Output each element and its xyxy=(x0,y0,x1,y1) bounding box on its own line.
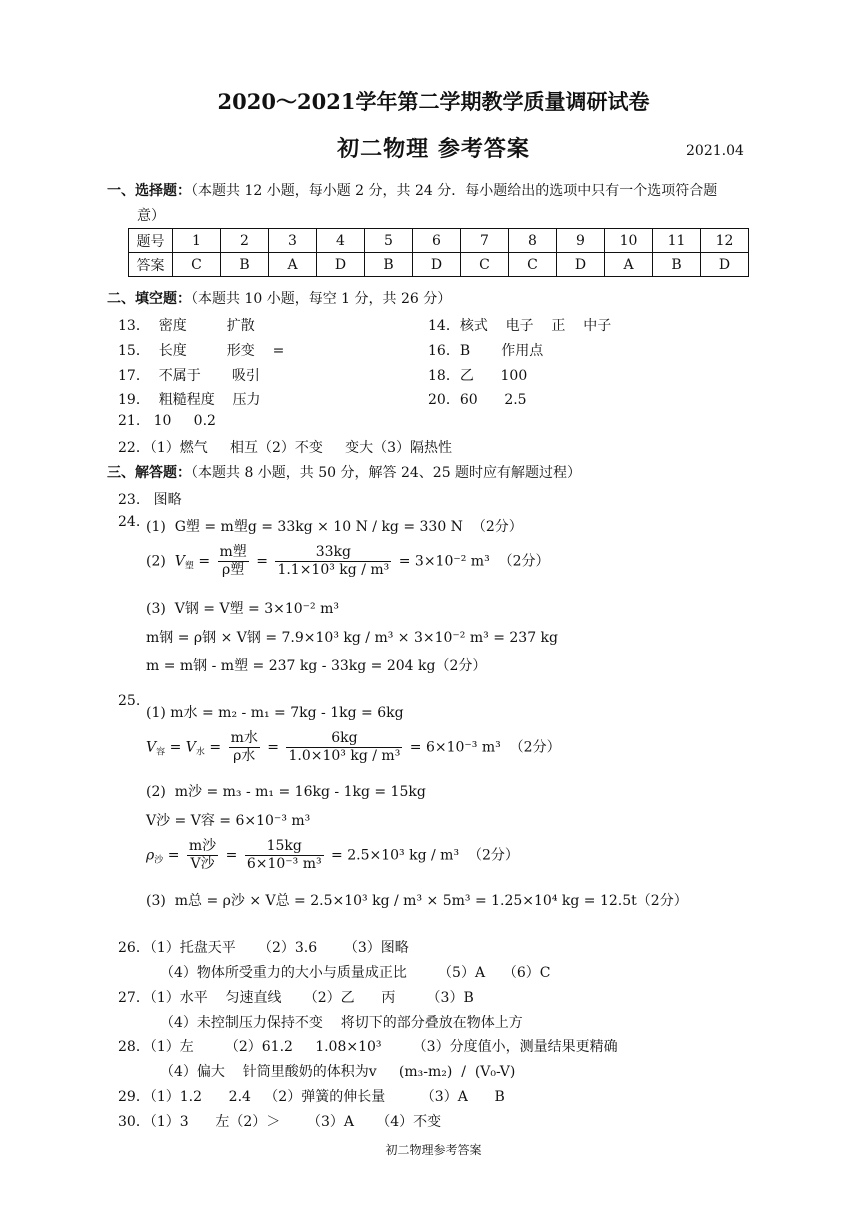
table-cell: C xyxy=(509,253,557,277)
fraction xyxy=(218,544,249,579)
table-cell: 3 xyxy=(269,229,317,253)
table-cell: D xyxy=(701,253,749,277)
numerator: 33kg xyxy=(275,544,391,562)
table-cell: B xyxy=(653,253,701,277)
result: 6×10⁻³ m³ xyxy=(425,739,501,756)
table-cell: 2 xyxy=(221,229,269,253)
q25-line1: (1) m水 = m₂ - m₁ = 7kg - 1kg = 6kg xyxy=(146,705,404,721)
table-cell: 1 xyxy=(173,229,221,253)
answer-26-line2: （4）物体所受重力的大小与质量成正比 （5）A （6）C xyxy=(160,965,551,981)
section1-note-cont: 意） xyxy=(137,208,165,224)
table-cell: B xyxy=(221,253,269,277)
table-cell: 10 xyxy=(605,229,653,253)
q24-formula3: V钢 = V塑 = 3×10⁻² m³ xyxy=(174,601,340,617)
q25-formula6: m总 = ρ沙 × V总 = 2.5×10³ kg / m³ × 5m³ = 1.25×10⁴ kg = 12.5t xyxy=(174,893,637,909)
fill-item-22: 22．（1）燃气 相互（2）不变 变大（3）隔热性 xyxy=(118,440,453,456)
numerator: 6kg xyxy=(286,730,402,748)
q24-line5 xyxy=(146,655,486,675)
fill-item-15: 15． 长度 形变 = xyxy=(118,343,285,359)
denominator: 6×10⁻³ m³ xyxy=(246,856,322,872)
fraction xyxy=(286,730,402,765)
denominator: V沙 xyxy=(190,856,215,872)
fill-item-20: 20．60 2.5 xyxy=(428,392,527,408)
numerator: m塑 xyxy=(219,544,247,560)
table-cell: 6 xyxy=(413,229,461,253)
section1-heading: 一、选择题： xyxy=(107,183,191,199)
fraction xyxy=(275,544,391,579)
table-cell: 8 xyxy=(509,229,557,253)
q25-line6: (3) m总 = ρ沙 × V总 = 2.5×10³ kg / m³ × 5m³ = 1.25×10⁴ kg = 12.5t（2分） xyxy=(146,893,688,909)
q25-number: 25. xyxy=(118,693,141,709)
table-cell: D xyxy=(413,253,461,277)
score-label: （2分） xyxy=(509,739,561,756)
table-row-numbers xyxy=(129,229,749,253)
table-cell: C xyxy=(461,253,509,277)
denominator: 1.1×10³ kg / m³ xyxy=(277,562,390,578)
table-row-label: 题号 xyxy=(129,229,173,253)
exam-title: 2020～2021学年第二学期教学质量调研试卷 xyxy=(217,89,650,114)
table-cell: 9 xyxy=(557,229,605,253)
section2-header xyxy=(107,288,451,308)
table-cell: A xyxy=(605,253,653,277)
table-cell: 7 xyxy=(461,229,509,253)
score-label: （2分） xyxy=(435,658,487,674)
q24-line2: (2) $V_塑$ = $\frac{\text{m塑}}{\text{ρ塑}}$ = $\frac{33kg}{\text{1.1×10³ kg / m³}}$ = 3×10⁻² m³ （2分） xyxy=(146,544,550,578)
fill-item-16: 16．B 作用点 xyxy=(428,343,544,359)
section3-note: （本题共 8 小题，共 50 分，解答 24、25 题时应有解题过程） xyxy=(191,465,582,481)
q25-line5: $\rho_沙$ = $\frac{\text{m沙}}{\text{V沙}}$ = $\frac{15kg}{\text{6×10⁻³ m³}}$ = 2.5×10³ kg / m³ （2分） xyxy=(146,838,519,872)
table-cell: 4 xyxy=(317,229,365,253)
q24-number: 24. xyxy=(118,514,141,530)
score-label: （2分） xyxy=(471,519,523,535)
fraction xyxy=(187,838,218,873)
fill-item-18: 18．乙 100 xyxy=(428,368,528,384)
section2-note: （本题共 10 小题，每空 1 分，共 26 分） xyxy=(191,291,452,307)
q24-formula1: G塑 = m塑g = 33kg × 10 N / kg = 330 N xyxy=(174,519,463,535)
numerator: m沙 xyxy=(188,838,217,854)
result: 2.5×10³ kg / m³ xyxy=(347,847,460,864)
answer-27-line2: （4）未控制压力保持不变 将切下的部分叠放在物体上方 xyxy=(160,1015,523,1031)
denominator: ρ塑 xyxy=(222,562,245,578)
section3-header xyxy=(107,462,581,482)
answer-29: 29．（1）1.2 2.4 （2）弹簧的伸长量 （3）A B xyxy=(118,1089,505,1105)
denominator: 1.0×10³ kg / m³ xyxy=(288,748,401,764)
section1-note: （本题共 12 小题，每小题 2 分，共 24 分．每小题给出的选项中只有一个选项符合题 xyxy=(191,183,718,199)
fill-item-14: 14．核式 电子 正 中子 xyxy=(428,318,612,334)
q24-line3: (3) V钢 = V塑 = 3×10⁻² m³ xyxy=(146,601,340,617)
fill-item-21: 21. 10 0.2 xyxy=(118,413,216,429)
score-label: （2分） xyxy=(467,847,519,864)
answer-27-line1: 27．（1）水平 匀速直线 （2）乙 丙 （3）B xyxy=(118,990,474,1006)
score-label: （2分） xyxy=(498,553,550,570)
table-cell: A xyxy=(269,253,317,277)
table-row-label: 答案 xyxy=(129,253,173,277)
q24-line4: m钢 = ρ钢 × V钢 = 7.9×10³ kg / m³ × 3×10⁻² m³ = 237 kg xyxy=(146,630,559,646)
q25-line3: (2) m沙 = m₃ - m₁ = 16kg - 1kg = 15kg xyxy=(146,784,426,800)
table-cell: B xyxy=(365,253,413,277)
choice-answer-table xyxy=(128,228,749,277)
table-cell: 12 xyxy=(701,229,749,253)
result: 3×10⁻² m³ xyxy=(414,553,490,570)
table-cell: 5 xyxy=(365,229,413,253)
fraction xyxy=(245,838,324,873)
fill-item-17: 17． 不属于 吸引 xyxy=(118,368,260,384)
q24-line1: (1) G塑 = m塑g = 33kg × 10 N / kg = 330 N （2分） xyxy=(146,519,523,535)
table-cell: C xyxy=(173,253,221,277)
page-subtitle: 初二物理 参考答案 xyxy=(337,136,530,162)
section3-heading: 三、解答题： xyxy=(107,465,191,481)
table-cell: D xyxy=(317,253,365,277)
table-row-answers xyxy=(129,253,749,277)
answer-23: 23. 图略 xyxy=(118,492,182,508)
exam-date: 2021.04 xyxy=(686,143,744,159)
q25-formula1: m水 = m₂ - m₁ = 7kg - 1kg = 6kg xyxy=(170,705,404,721)
numerator: m水 xyxy=(230,730,258,746)
answer-30: 30．（1）3 左（2）＞ （3）A （4）不变 xyxy=(118,1114,442,1130)
q25-line2: $V_容 = V_水$ = $\frac{\text{m水}}{\text{ρ水}}$ = $\frac{6kg}{\text{1.0×10³ kg / m³}}$ = 6×10⁻³ m³ （2分） xyxy=(146,730,561,764)
section2-heading: 二、填空题： xyxy=(107,291,191,307)
q25-formula3: m沙 = m₃ - m₁ = 16kg - 1kg = 15kg xyxy=(174,784,426,800)
section1-header xyxy=(107,180,717,200)
fill-item-19: 19． 粗糙程度 压力 xyxy=(118,392,261,408)
q25-line4: V沙 = V容 = 6×10⁻³ m³ xyxy=(146,813,311,829)
answer-26-line1: 26．（1）托盘天平 （2）3.6 （3）图略 xyxy=(118,940,409,956)
table-cell: D xyxy=(557,253,605,277)
fraction xyxy=(229,730,260,765)
table-cell: 11 xyxy=(653,229,701,253)
denominator: ρ水 xyxy=(233,748,256,764)
numerator: 15kg xyxy=(245,838,324,856)
page-footer: 初二物理参考答案 xyxy=(385,1143,482,1157)
q24-formula5: m = m钢 - m塑 = 237 kg - 33kg = 204 kg xyxy=(146,658,436,674)
fill-item-13: 13． 密度 扩散 xyxy=(118,318,255,334)
answer-28-line1: 28．（1）左 （2）61.2 1.08×10³ （3）分度值小，测量结果更精确 xyxy=(118,1039,618,1055)
answer-28-line2: （4）偏大 针筒里酸奶的体积为v (m₃-m₂) / (V₀-V) xyxy=(160,1064,516,1080)
score-label: （2分） xyxy=(636,893,688,909)
